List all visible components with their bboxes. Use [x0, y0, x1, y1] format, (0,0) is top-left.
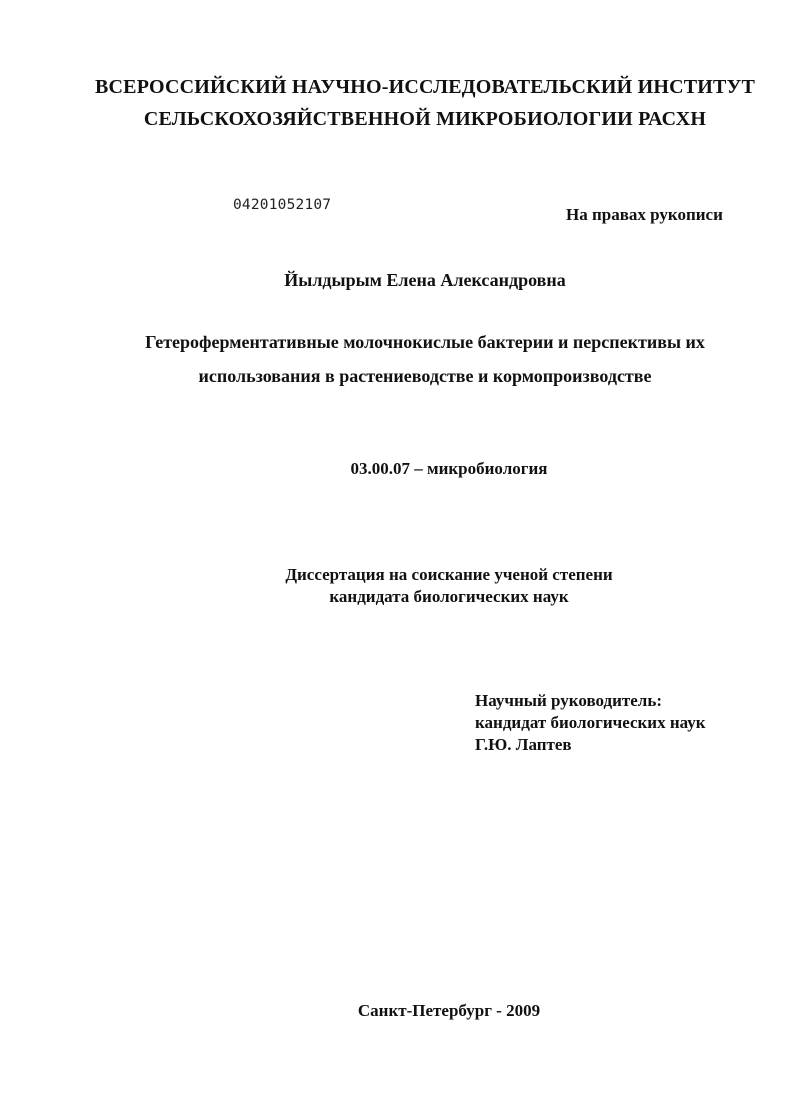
dissertation-title-line-1: Гетероферментативные молочнокислые бактерии и перспективы их [145, 332, 705, 352]
catalog-number: 04201052107 [233, 197, 332, 213]
institute-name-line-1: ВСЕРОССИЙСКИЙ НАУЧНО-ИССЛЕДОВАТЕЛЬСКИЙ ИНСТИТУТ [94, 76, 756, 98]
supervisor-label: Научный руководитель: [475, 691, 662, 710]
degree-statement-line-1: Диссертация на соискание ученой степени [285, 565, 613, 584]
degree-statement-line-2: кандидата биологических наук [329, 587, 569, 606]
supervisor-degree: кандидат биологических наук [475, 713, 706, 732]
rights-notice: На правах рукописи [566, 205, 723, 224]
supervisor-name: Г.Ю. Лаптев [475, 735, 572, 754]
dissertation-title-line-2: использования в растениеводстве и кормопроизводстве [198, 366, 652, 386]
author-name: Йылдырым Елена Александровна [284, 270, 566, 290]
institute-name-line-2: СЕЛЬСКОХОЗЯЙСТВЕННОЙ МИКРОБИОЛОГИИ РАСХН [143, 108, 707, 130]
specialty-code: 03.00.07 – микробиология [350, 459, 548, 478]
city-year: Санкт-Петербург - 2009 [357, 1001, 541, 1020]
